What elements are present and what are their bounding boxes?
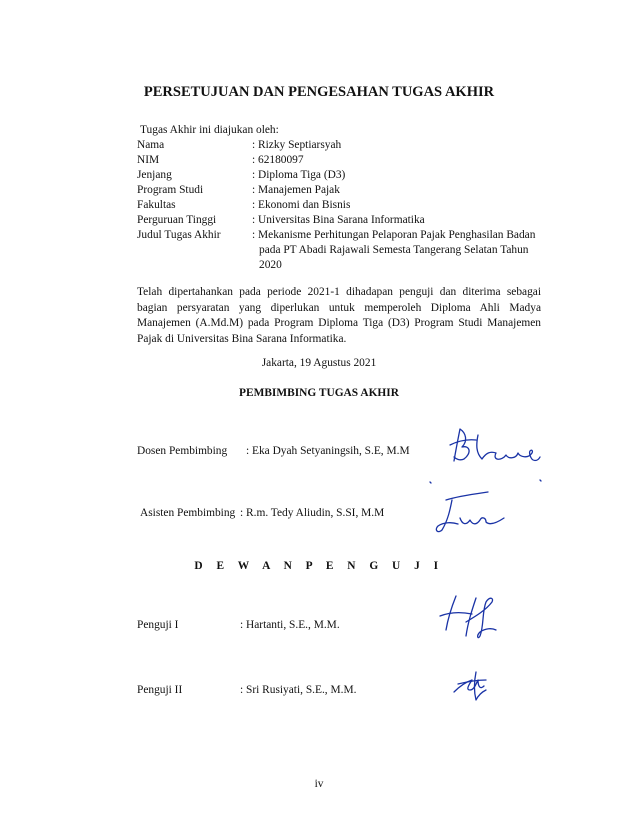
- intro-text: Tugas Akhir ini diajukan oleh:: [140, 124, 279, 136]
- signature-penguji-2: [452, 668, 502, 703]
- place-date: Jakarta, 19 Agustus 2021: [261, 357, 377, 369]
- field-value-jenjang: : Diploma Tiga (D3): [252, 169, 346, 181]
- field-label-prodi: Program Studi: [137, 184, 204, 196]
- asisten-pembimbing-label: Asisten Pembimbing: [140, 507, 236, 519]
- field-value-prodi: : Manajemen Pajak: [252, 184, 340, 196]
- penguji-1-label: Penguji I: [137, 619, 179, 631]
- signature-asisten-pembimbing: [428, 478, 538, 538]
- page-number: iv: [314, 778, 324, 790]
- document-title: PERSETUJUAN DAN PENGESAHAN TUGAS AKHIR: [143, 84, 495, 100]
- dosen-pembimbing-value: : Eka Dyah Setyaningsih, S.E, M.M: [246, 445, 410, 457]
- paragraph-line: bagian persyaratan yang diperlukan untuk memperoleh Diploma Ahli Madya: [137, 301, 541, 314]
- field-label-nama: Nama: [137, 139, 165, 151]
- penguji-1-value: : Hartanti, S.E., M.M.: [240, 619, 340, 631]
- field-label-nim: NIM: [137, 154, 160, 166]
- field-label-fakultas: Fakultas: [137, 199, 176, 211]
- judul-line-2: pada PT Abadi Rajawali Semesta Tangerang Selatan Tahun: [259, 244, 529, 256]
- judul-line-3: 2020: [259, 259, 282, 271]
- penguji-2-value: : Sri Rusiyati, S.E., M.M.: [240, 684, 357, 696]
- paragraph-line: Telah dipertahankan pada periode 2021-1 dihadapan penguji dan diterima sebagai: [137, 286, 541, 298]
- signature-penguji-1: [436, 592, 516, 642]
- field-value-nama: : Rizky Septiarsyah: [252, 139, 342, 151]
- dosen-pembimbing-label: Dosen Pembimbing: [137, 445, 228, 457]
- approval-paragraph: [137, 285, 541, 347]
- penguji-2-label: Penguji II: [137, 684, 183, 696]
- field-value-judul: : Mekanisme Perhitungan Pelaporan Pajak Penghasilan Badan: [252, 229, 536, 241]
- dewan-penguji-heading: D E W A N P E N G U J I: [194, 560, 444, 572]
- paragraph-line: Pajak di Universitas Bina Sarana Informatika.: [137, 332, 347, 345]
- signature-dosen-pembimbing: [448, 423, 548, 468]
- field-label-jenjang: Jenjang: [137, 169, 172, 181]
- pembimbing-heading: PEMBIMBING TUGAS AKHIR: [239, 387, 399, 399]
- field-value-perguruan: : Universitas Bina Sarana Informatika: [252, 214, 425, 226]
- field-value-fakultas: : Ekonomi dan Bisnis: [252, 199, 351, 211]
- paragraph-line: Manajemen (A.Md.M) pada Program Diploma Tiga (D3) Program Studi Manajemen: [137, 317, 541, 329]
- field-label-perguruan: Perguruan Tinggi: [137, 214, 217, 226]
- field-value-nim: : 62180097: [252, 154, 304, 166]
- asisten-pembimbing-value: : R.m. Tedy Aliudin, S.SI, M.M: [240, 507, 385, 519]
- field-label-judul: Judul Tugas Akhir: [137, 229, 221, 241]
